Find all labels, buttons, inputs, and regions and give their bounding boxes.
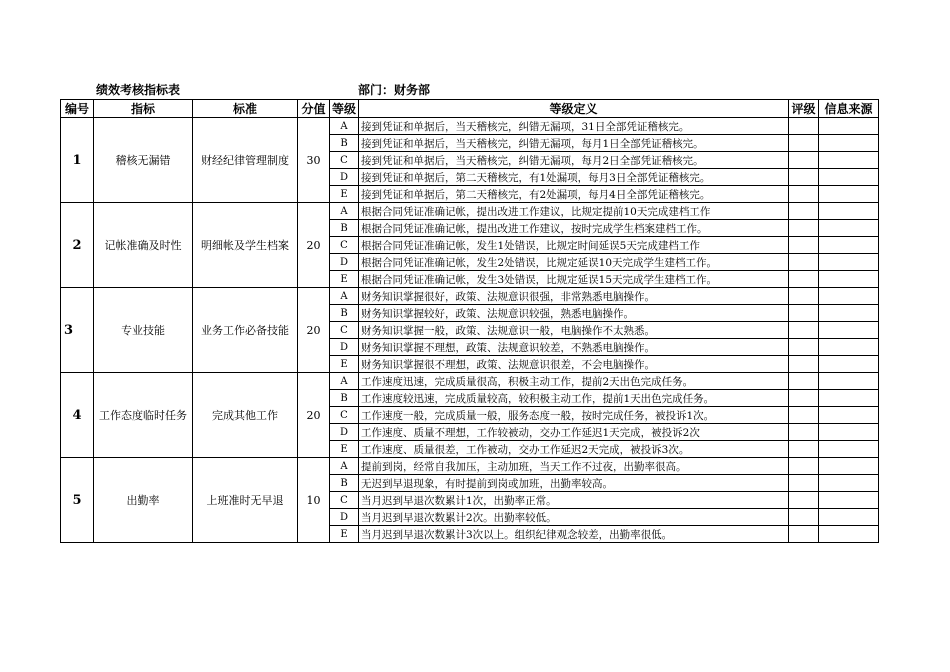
rating-cell[interactable] — [789, 135, 819, 152]
rating-cell[interactable] — [789, 509, 819, 526]
rating-cell[interactable] — [789, 407, 819, 424]
rating-cell[interactable] — [789, 203, 819, 220]
rating-cell[interactable] — [789, 169, 819, 186]
rating-cell[interactable] — [789, 118, 819, 135]
item-number: 1 — [61, 118, 94, 203]
rating-cell[interactable] — [789, 288, 819, 305]
rating-cell[interactable] — [789, 475, 819, 492]
definition-cell: 接到凭证和单据后，第二天稽核完，有2处漏项，每月4日全部凭证稽核完。 — [359, 186, 789, 203]
definition-cell: 提前到岗，经常自我加压，主动加班，当天工作不过夜，出勤率很高。 — [359, 458, 789, 475]
definition-cell: 财务知识掌握很不理想，政策、法规意识很差，不会电脑操作。 — [359, 356, 789, 373]
source-cell[interactable] — [819, 118, 879, 135]
source-cell[interactable] — [819, 254, 879, 271]
grade-cell: E — [330, 271, 359, 288]
rating-cell[interactable] — [789, 322, 819, 339]
department-label: 部门：财务部 — [358, 83, 431, 97]
rating-cell[interactable] — [789, 305, 819, 322]
rating-cell[interactable] — [789, 220, 819, 237]
rating-cell[interactable] — [789, 237, 819, 254]
source-cell[interactable] — [819, 237, 879, 254]
definition-cell: 工作速度较迅速，完成质量较高，较积极主动工作，提前1天出色完成任务。 — [359, 390, 789, 407]
source-cell[interactable] — [819, 135, 879, 152]
source-cell[interactable] — [819, 339, 879, 356]
definition-cell: 财务知识掌握较好，政策、法规意识较强，熟悉电脑操作。 — [359, 305, 789, 322]
source-cell[interactable] — [819, 492, 879, 509]
definition-cell: 当月迟到早退次数累计2次。出勤率较低。 — [359, 509, 789, 526]
definition-cell: 工作速度、质量很差，工作被动，交办工作延迟2天完成，被投诉3次。 — [359, 441, 789, 458]
table-row — [61, 118, 879, 135]
source-cell[interactable] — [819, 152, 879, 169]
rating-cell[interactable] — [789, 186, 819, 203]
col-source: 信息来源 — [819, 100, 879, 118]
source-cell[interactable] — [819, 390, 879, 407]
rating-cell[interactable] — [789, 339, 819, 356]
indicator-cell: 稽核无漏错 — [94, 118, 193, 203]
grade-cell: D — [330, 509, 359, 526]
rating-cell[interactable] — [789, 390, 819, 407]
source-cell[interactable] — [819, 373, 879, 390]
col-indicator: 指标 — [94, 100, 193, 118]
definition-cell: 接到凭证和单据后，当天稽核完，纠错无漏项，31日全部凭证稽核完。 — [359, 118, 789, 135]
grade-cell: D — [330, 339, 359, 356]
item-number: 5 — [61, 458, 94, 543]
rating-cell[interactable] — [789, 526, 819, 543]
header-row — [61, 100, 879, 118]
definition-cell: 接到凭证和单据后，当天稽核完，纠错无漏项，每月2日全部凭证稽核完。 — [359, 152, 789, 169]
col-score: 分值 — [298, 100, 330, 118]
score-cell: 20 — [298, 288, 330, 373]
col-definition: 等级定义 — [359, 100, 789, 118]
definition-cell: 当月迟到早退次数累计3次以上。组织纪律观念较差，出勤率很低。 — [359, 526, 789, 543]
rating-cell[interactable] — [789, 152, 819, 169]
rating-cell[interactable] — [789, 373, 819, 390]
grade-cell: B — [330, 135, 359, 152]
table-title: 绩效考核指标表 — [96, 83, 181, 97]
source-cell[interactable] — [819, 271, 879, 288]
definition-cell: 工作速度、质量不理想，工作较被动，交办工作延迟1天完成，被投诉2次 — [359, 424, 789, 441]
grade-cell: C — [330, 152, 359, 169]
source-cell[interactable] — [819, 322, 879, 339]
source-cell[interactable] — [819, 288, 879, 305]
grade-cell: C — [330, 237, 359, 254]
grade-cell: B — [330, 305, 359, 322]
definition-cell: 根据合同凭证准确记帐，发生2处错误，比规定延误10天完成学生建档工作。 — [359, 254, 789, 271]
source-cell[interactable] — [819, 509, 879, 526]
standard-cell: 财经纪律管理制度 — [193, 118, 298, 203]
grade-cell: C — [330, 322, 359, 339]
definition-cell: 财务知识掌握一般，政策、法规意识一般，电脑操作不太熟悉。 — [359, 322, 789, 339]
grade-cell: D — [330, 169, 359, 186]
source-cell[interactable] — [819, 441, 879, 458]
indicator-cell: 记帐准确及时性 — [94, 203, 193, 288]
definition-cell: 根据合同凭证准确记帐，提出改进工作建议，比规定提前10天完成建档工作 — [359, 203, 789, 220]
grade-cell: B — [330, 220, 359, 237]
rating-cell[interactable] — [789, 424, 819, 441]
col-grade: 等级 — [330, 100, 359, 118]
grade-cell: E — [330, 441, 359, 458]
source-cell[interactable] — [819, 407, 879, 424]
score-cell: 30 — [298, 118, 330, 203]
source-cell[interactable] — [819, 186, 879, 203]
col-number: 编号 — [61, 100, 94, 118]
definition-cell: 财务知识掌握不理想，政策、法规意识较差，不熟悉电脑操作。 — [359, 339, 789, 356]
grade-cell: A — [330, 288, 359, 305]
item-number: 3 — [61, 288, 94, 373]
grade-cell: E — [330, 186, 359, 203]
rating-cell[interactable] — [789, 356, 819, 373]
grade-cell: D — [330, 254, 359, 271]
grade-cell: B — [330, 390, 359, 407]
definition-cell: 根据合同凭证准确记帐，提出改进工作建议，按时完成学生档案建档工作。 — [359, 220, 789, 237]
rating-cell[interactable] — [789, 254, 819, 271]
source-cell[interactable] — [819, 458, 879, 475]
definition-cell: 接到凭证和单据后，当天稽核完，纠错无漏项，每月1日全部凭证稽核完。 — [359, 135, 789, 152]
definition-cell: 根据合同凭证准确记帐，发生1处错误，比规定时间延误5天完成建档工作 — [359, 237, 789, 254]
definition-cell: 接到凭证和单据后，第二天稽核完，有1处漏项，每月3日全部凭证稽核完。 — [359, 169, 789, 186]
definition-cell: 当月迟到早退次数累计1次，出勤率正常。 — [359, 492, 789, 509]
grade-cell: E — [330, 356, 359, 373]
kpi-table — [60, 99, 879, 543]
grade-cell: A — [330, 458, 359, 475]
col-standard: 标准 — [193, 100, 298, 118]
source-cell[interactable] — [819, 169, 879, 186]
source-cell[interactable] — [819, 475, 879, 492]
standard-cell: 完成其他工作 — [193, 373, 298, 458]
item-number: 2 — [61, 203, 94, 288]
definition-cell: 财务知识掌握很好，政策、法规意识很强，非常熟悉电脑操作。 — [359, 288, 789, 305]
standard-cell: 明细帐及学生档案 — [193, 203, 298, 288]
grade-cell: B — [330, 475, 359, 492]
standard-cell: 上班准时无早退 — [193, 458, 298, 543]
standard-cell: 业务工作必备技能 — [193, 288, 298, 373]
indicator-cell: 工作态度临时任务 — [94, 373, 193, 458]
source-cell[interactable] — [819, 305, 879, 322]
source-cell[interactable] — [819, 424, 879, 441]
table-row — [61, 373, 879, 390]
definition-cell: 工作速度迅速，完成质量很高，积极主动工作，提前2天出色完成任务。 — [359, 373, 789, 390]
rating-cell[interactable] — [789, 492, 819, 509]
grade-cell: A — [330, 203, 359, 220]
grade-cell: C — [330, 407, 359, 424]
indicator-cell: 出勤率 — [94, 458, 193, 543]
source-cell[interactable] — [819, 356, 879, 373]
rating-cell[interactable] — [789, 458, 819, 475]
table-row — [61, 288, 879, 305]
grade-cell: E — [330, 526, 359, 543]
score-cell: 10 — [298, 458, 330, 543]
definition-cell: 根据合同凭证准确记帐，发生3处错误，比规定延误15天完成学生建档工作。 — [359, 271, 789, 288]
indicator-cell: 专业技能 — [94, 288, 193, 373]
table-row — [61, 203, 879, 220]
item-number: 4 — [61, 373, 94, 458]
definition-cell: 工作速度一般，完成质量一般，服务态度一般，按时完成任务，被投诉1次。 — [359, 407, 789, 424]
source-cell[interactable] — [819, 526, 879, 543]
score-cell: 20 — [298, 373, 330, 458]
rating-cell[interactable] — [789, 271, 819, 288]
grade-cell: D — [330, 424, 359, 441]
rating-cell[interactable] — [789, 441, 819, 458]
table-row — [61, 458, 879, 475]
definition-cell: 无迟到早退现象，有时提前到岗或加班，出勤率较高。 — [359, 475, 789, 492]
source-cell[interactable] — [819, 203, 879, 220]
grade-cell: C — [330, 492, 359, 509]
grade-cell: A — [330, 118, 359, 135]
col-rating: 评级 — [789, 100, 819, 118]
source-cell[interactable] — [819, 220, 879, 237]
score-cell: 20 — [298, 203, 330, 288]
grade-cell: A — [330, 373, 359, 390]
